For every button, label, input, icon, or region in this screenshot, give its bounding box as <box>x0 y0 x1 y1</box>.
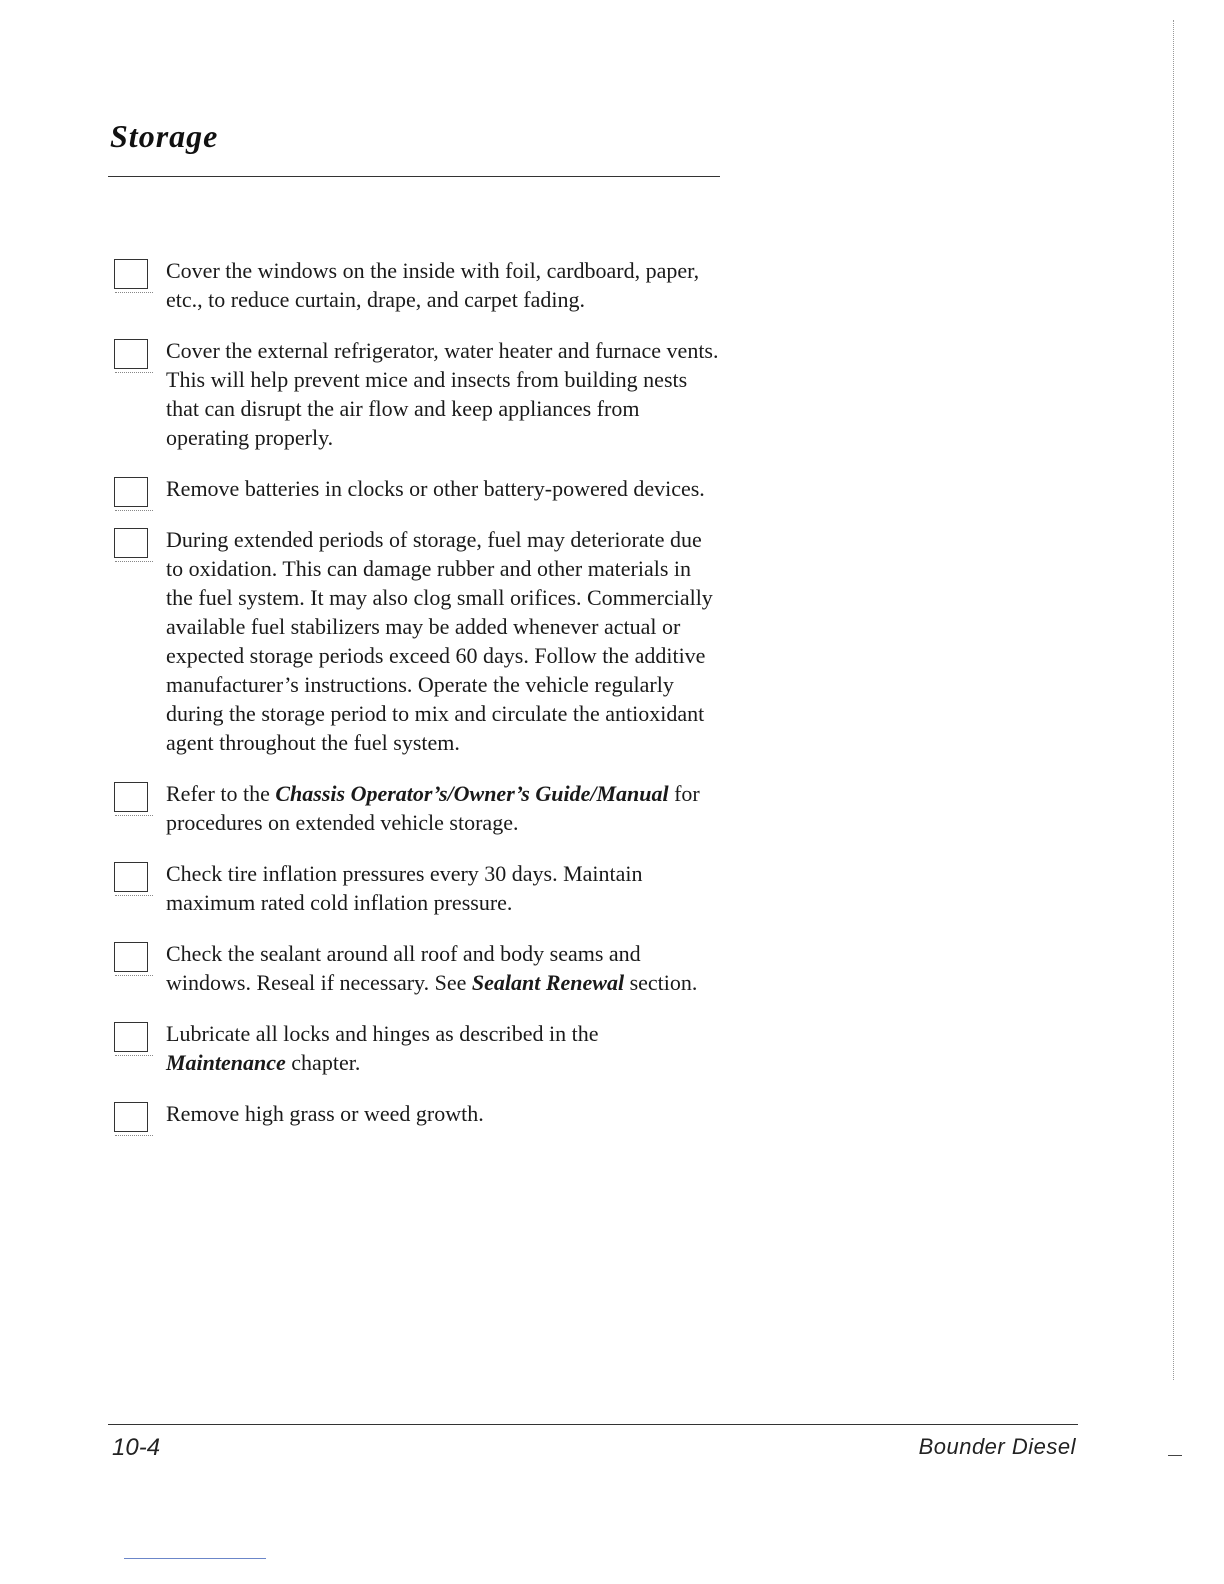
checkbox[interactable] <box>114 1102 148 1132</box>
text-segment: Cover the external refrigerator, water heater and furnace vents. This will help prevent mice and insects from building nests that can disrupt the air flow and keep appliances from operating properly. <box>166 338 719 450</box>
checklist-item-text <box>166 939 722 997</box>
checkbox[interactable] <box>114 477 148 507</box>
chapter-reference: Maintenance <box>166 1050 286 1075</box>
text-segment: for procedures on extended vehicle storage. <box>166 781 700 835</box>
page-title: Storage <box>110 118 219 154</box>
text-segment: Lubricate all locks and hinges as described in the <box>166 1021 599 1046</box>
checklist-item <box>112 1099 722 1128</box>
text-segment: During extended periods of storage, fuel may deteriorate due to oxidation. This can damage rubber and other materials in the fuel system. It may also clog small orifices. Commercially available fuel stabilizers may be added whenever actual or expected storage periods exceed 60 days. Follow the additive manufacturer’s instructions. Operate the vehicle regularly during the storage period to mix and circulate the antioxidant agent throughout the fuel system. <box>166 527 713 755</box>
checkbox[interactable] <box>114 1022 148 1052</box>
checklist-item <box>112 474 722 503</box>
checkbox[interactable] <box>114 862 148 892</box>
footer-divider <box>108 1424 1078 1425</box>
checklist-item <box>112 1019 722 1077</box>
manual-reference: Chassis Operator’s/Owner’s Guide/Manual <box>275 781 669 806</box>
checklist-item <box>112 525 722 757</box>
checkbox[interactable] <box>114 782 148 812</box>
checklist-item-text <box>166 474 722 503</box>
checklist-item-text <box>166 256 722 314</box>
checklist-item-text <box>166 525 722 757</box>
checklist-item-text <box>166 859 722 917</box>
text-segment: chapter. <box>285 1050 361 1075</box>
scan-artifact-line <box>124 1558 266 1559</box>
checklist-item-text <box>166 1019 722 1077</box>
checklist-item <box>112 256 722 314</box>
scan-edge-line <box>1173 20 1174 1380</box>
text-segment: Remove batteries in clocks or other battery-powered devices. <box>166 476 705 501</box>
checklist-item-text <box>166 336 722 452</box>
text-segment: Remove high grass or weed growth. <box>166 1101 484 1126</box>
checklist-item-text <box>166 1099 722 1128</box>
book-title: Bounder Diesel <box>918 1434 1076 1459</box>
text-segment: Check tire inflation pressures every 30 days. Maintain maximum rated cold inflation pressure. <box>166 861 643 915</box>
checklist-item <box>112 859 722 917</box>
storage-checklist <box>112 256 722 1128</box>
text-segment: Check the sealant around all roof and body seams and windows. Reseal if necessary. See <box>166 941 641 995</box>
checkbox[interactable] <box>114 259 148 289</box>
page-number: 10-4 <box>112 1434 161 1461</box>
checkbox[interactable] <box>114 528 148 558</box>
text-segment: section. <box>624 970 698 995</box>
checklist-item-text <box>166 779 722 837</box>
text-segment: Refer to the <box>166 781 276 806</box>
checklist-item <box>112 336 722 452</box>
checklist-item <box>112 779 722 837</box>
section-reference: Sealant Renewal <box>471 970 625 995</box>
text-segment: Cover the windows on the inside with foil, cardboard, paper, etc., to reduce curtain, drape, and carpet fading. <box>166 258 700 312</box>
scan-edge-tick <box>1168 1455 1182 1456</box>
title-divider <box>108 176 720 177</box>
checklist-item <box>112 939 722 997</box>
checkbox[interactable] <box>114 942 148 972</box>
checkbox[interactable] <box>114 339 148 369</box>
